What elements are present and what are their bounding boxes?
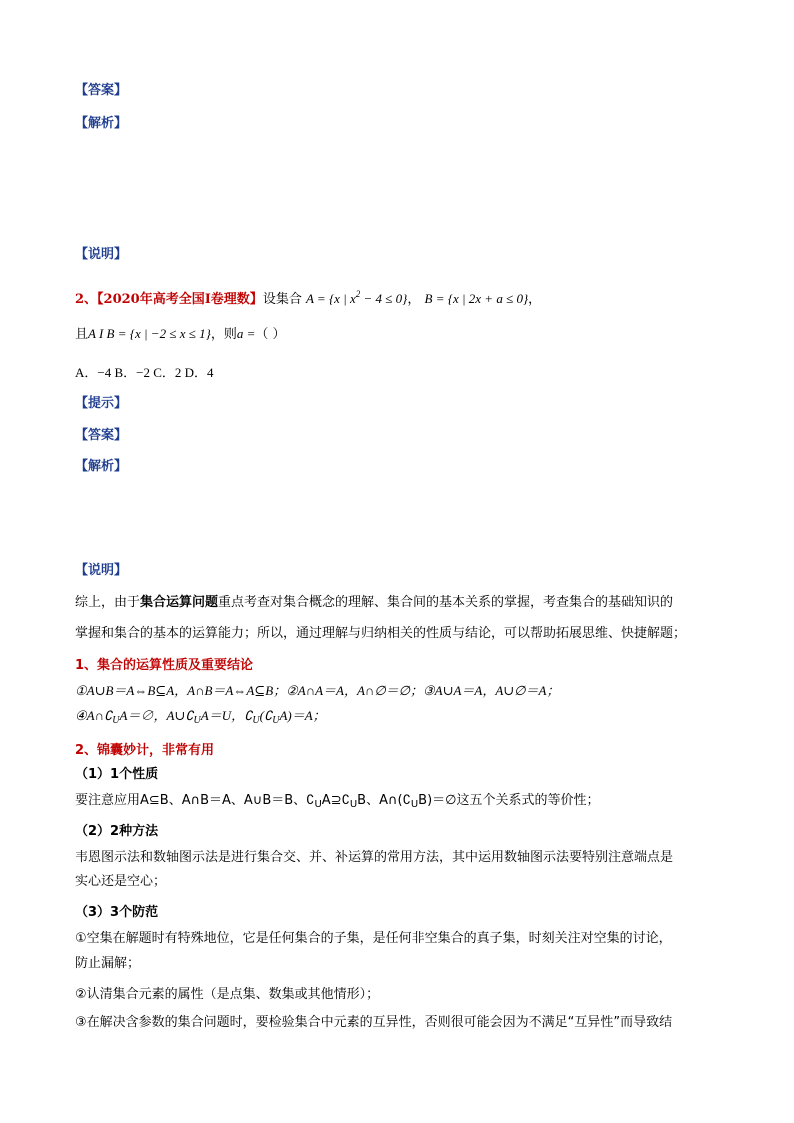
- answer-blank: （ ）: [255, 327, 286, 342]
- comma: ，: [407, 292, 421, 307]
- set-a-expression: A = {x | $x^2 - 4 \le 0$}: [305, 289, 408, 306]
- analysis-tag: 【解析】: [75, 116, 128, 131]
- line2-prefix: 且: [75, 327, 89, 342]
- heading-operation-properties: 1、集合的运算性质及重要结论: [75, 658, 254, 673]
- heading-tips: 2、锦囊妙计，非常有用: [75, 743, 215, 758]
- analysis-tag-2: 【解析】: [75, 459, 128, 474]
- hint-tag: 【提示】: [75, 396, 128, 411]
- methods-line-1: 韦恩图示法和数轴图示法是进行集合交、并、补运算的常用方法，其中运用数轴图示法要特别注意端点是: [75, 850, 674, 865]
- line2-middle: ，则: [210, 327, 237, 342]
- subheading-one-property: （1）1个性质: [75, 767, 159, 782]
- question-number: 2、: [75, 292, 98, 307]
- precaution-line-3: ②认清集合元素的属性（是点集、数集或其他情形）；: [75, 987, 380, 1002]
- methods-line-2: 实心还是空心；: [75, 874, 167, 889]
- note-tag-2: 【说明】: [75, 563, 128, 578]
- a-equals: a =: [236, 326, 256, 341]
- intersection-expression: A I B = {x | −2 ≤ x ≤ 1}: [88, 326, 211, 341]
- set-b-expression: B = {x | 2x + a ≤ 0}: [424, 291, 529, 306]
- summary-line-2: 掌握和集合的基本的运算能力；所以，通过理解与归纳相关的性质与结论，可以帮助拓展思维、快捷解题；: [75, 626, 687, 641]
- note-tag: 【说明】: [75, 247, 128, 262]
- question-source: 【2020年高考全国Ⅰ卷理数】: [97, 292, 263, 307]
- precaution-line-4: ③在解决含参数的集合问题时，要检验集合中元素的互异性，否则很可能会因为不满足“互异性”而导致结: [75, 1015, 673, 1030]
- precaution-line-2: 防止漏解；: [75, 956, 141, 971]
- answer-options: A．−4 B．−2 C．2 D．4: [75, 365, 214, 380]
- property-line-2: $④A\cap∁_UA=\emptyset$，$A\cup∁_UA=U$，$∁_U(∁_UA)=A$；: [75, 708, 326, 726]
- question-2-line-2: [75, 325, 286, 344]
- comma: ，: [528, 292, 542, 307]
- summary-line-1: 综上，由于集合运算问题重点考查对集合概念的理解、集合间的基本关系的掌握，考查集合的基础知识的: [75, 595, 674, 610]
- property-line-1: ①A∪B＝A⇔B⊆A，A∩B＝A⇔A⊆B；②A∩A＝A，A∩∅＝∅；③A∪A＝A，A∪∅＝A；: [75, 683, 560, 698]
- summary-bold-term: 集合运算问题: [140, 595, 219, 610]
- question-2-line-1: [75, 285, 541, 309]
- subheading-three-precautions: （3）3个防范: [75, 905, 159, 920]
- precaution-line-1: ①空集在解题时有特殊地位，它是任何集合的子集，是任何非空集合的真子集，时刻关注对空集的讨论，: [75, 931, 672, 946]
- subheading-two-methods: （2）2种方法: [75, 824, 159, 839]
- question-stem: 设集合: [262, 292, 302, 307]
- answer-tag: 【答案】: [75, 83, 128, 98]
- answer-tag-2: 【答案】: [75, 428, 128, 443]
- property-equivalence-line: 要注意应用A⊆B、A∩B＝A、A∪B＝B、$∁_UA⊇∁_UB$、$A\cap(∁_UB)=\emptyset$这五个关系式的等价性；: [75, 793, 600, 810]
